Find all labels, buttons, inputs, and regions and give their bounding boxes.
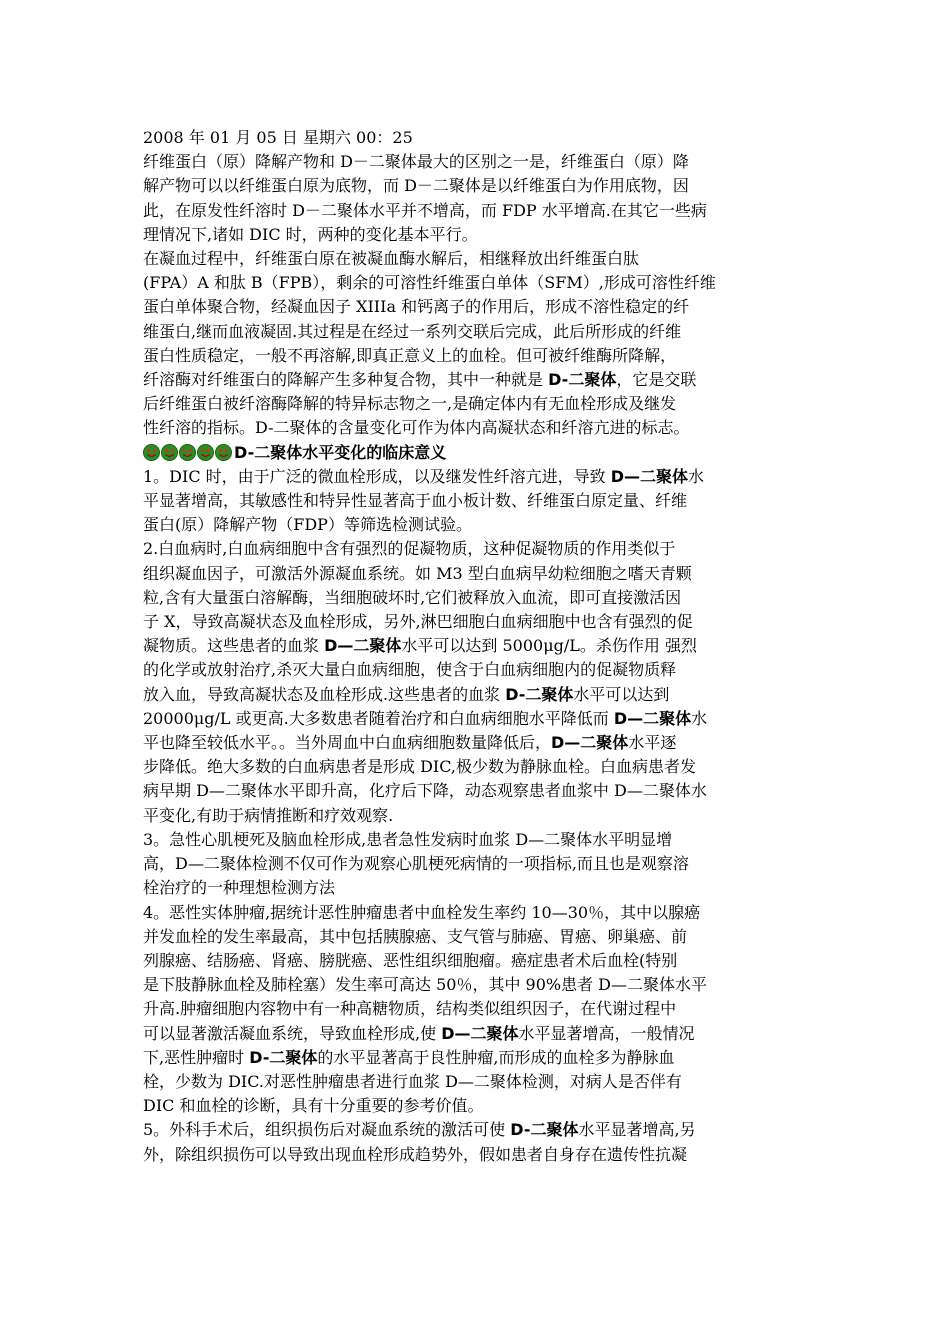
- smiley-icon: [197, 444, 214, 461]
- text-line: 平显著增高，其敏感性和特异性显著高于血小板计数、纤维蛋白原定量、纤维: [143, 491, 688, 511]
- section-3-infarction: [143, 828, 813, 901]
- text-line: 病早期 D—二聚体水平即升高，化疗后下降，动态观察患者血浆中 D—二聚体水: [143, 781, 707, 801]
- text-line: 后纤维蛋白被纤溶酶降解的特异标志物之一,是确定体内有无血栓形成及继发: [143, 394, 677, 414]
- bold-term: D—二聚体: [441, 1023, 519, 1043]
- text-line: 并发血栓的发生率最高，其中包括胰腺癌、支气管与肺癌、胃癌、卵巢癌、前: [143, 926, 688, 946]
- bold-term: D—二聚体: [551, 733, 629, 753]
- smiley-icon: [215, 444, 232, 461]
- document-body: [143, 126, 813, 1167]
- text-line: 步降低。绝大多数的白血病患者是形成 DIC,极少数为静脉血栓。白血病患者发: [143, 757, 696, 777]
- smiley-icon: [179, 444, 196, 461]
- text-line: 蛋白性质稳定，一般不再溶解,即真正意义上的血栓。但可被纤维酶所降解，: [143, 345, 677, 365]
- text-line: 外，除组织损伤可以导致出现血栓形成趋势外，假如患者自身存在遗传性抗凝: [143, 1144, 688, 1164]
- text-line: 组织凝血因子，可激活外源凝血系统。如 M3 型白血病早幼粒细胞之嗜天青颗: [143, 563, 692, 583]
- text-line: 栓，少数为 DIC.对恶性肿瘤患者进行血浆 D—二聚体检测，对病人是否伴有: [143, 1071, 682, 1091]
- text-line: 蛋白(原）降解产物（FDP）等筛选检测试验。: [143, 515, 472, 535]
- text-line: 5。外科手术后，组织损伤后对凝血系统的激活可使 D-二聚体水平显著增高,另: [143, 1120, 696, 1140]
- text-line: 子 X，导致高凝状态及血栓形成，另外,淋巴细胞白血病细胞中也含有强烈的促: [143, 612, 693, 632]
- text-line: 在凝血过程中，纤维蛋白原在被凝血酶水解后，相继释放出纤维蛋白肽: [143, 249, 640, 269]
- text-line: 可以显著激活凝血系统，导致血栓形成,使 D—二聚体水平显著增高，一般情况: [143, 1023, 695, 1043]
- text-line: 粒,含有大量蛋白溶解酶，当细胞破坏时,它们被释放入血流，即可直接激活因: [143, 587, 682, 607]
- date-line: 2008 年 01 月 05 日 星期六 00：25: [143, 128, 413, 147]
- section-5-surgery: [143, 1118, 813, 1166]
- text-line: 1。DIC 时，由于广泛的微血栓形成，以及继发性纤溶亢进，导致 D—二聚体水: [143, 466, 705, 486]
- paragraph-coagulation: [143, 247, 813, 441]
- text-line: 维蛋白,继而血液凝固.其过程是在经过一系列交联后完成，此后所形成的纤维: [143, 321, 682, 341]
- text-line: 平变化,有助于病情推断和疗效观察.: [143, 805, 394, 825]
- text-line: 蛋白单体聚合物，经凝血因子 XIIIa 和钙离子的作用后，形成不溶性稳定的纤: [143, 297, 690, 317]
- section-1-dic: [143, 465, 813, 538]
- text-line: DIC 和血栓的诊断，具有十分重要的参考价值。: [143, 1096, 484, 1116]
- smiley-icon: [143, 444, 160, 461]
- bold-term: D-二聚体: [548, 370, 617, 390]
- text-line: 栓治疗的一种理想检测方法: [143, 878, 336, 898]
- section-4-tumor: [143, 901, 813, 1119]
- text-line: 解产物可以以纤维蛋白原为底物，而 D－二聚体是以纤维蛋白为作用底物，因: [143, 176, 689, 196]
- bold-term: D—二聚体: [613, 708, 692, 728]
- text-line: 纤维蛋白（原）降解产物和 D－二聚体最大的区别之一是，纤维蛋白（原）降: [143, 152, 689, 172]
- section-heading: [143, 441, 813, 465]
- text-line: 2.白血病时,白血病细胞中含有强烈的促凝物质，这种促凝物质的作用类似于: [143, 539, 676, 559]
- text-line: 是下肢静脉血栓及肺栓塞）发生率可高达 50％，其中 90%患者 D—二聚体水平: [143, 975, 708, 995]
- bold-term: D—二聚体: [324, 636, 402, 656]
- text-line: 3。急性心肌梗死及脑血栓形成,患者急性发病时血浆 D—二聚体水平明显增: [143, 829, 673, 849]
- text-line: 凝物质。这些患者的血浆 D—二聚体水平可以达到 5000μg/L。杀伤作用 强烈: [143, 636, 697, 656]
- text-line: 的化学或放射治疗,杀灭大量白血病细胞，使含于白血病细胞内的促凝物质释: [143, 660, 677, 680]
- paragraph-fdp-difference: [143, 150, 813, 247]
- bold-term: D-二聚体: [510, 1120, 579, 1140]
- text-line: (FPA）A 和肽 B（FPB），剩余的可溶性纤维蛋白单体（SFM）,形成可溶性纤维: [143, 273, 716, 293]
- text-line: 纤溶酶对纤维蛋白的降解产生多种复合物，其中一种就是 D-二聚体，它是交联: [143, 370, 697, 390]
- heading-text: D-二聚体水平变化的临床意义: [234, 442, 447, 462]
- text-line: 平也降至较低水平。。当外周血中白血病细胞数量降低后，D—二聚体水平逐: [143, 733, 677, 753]
- text-line: 性纤溶的指标。D-二聚体的含量变化可作为体内高凝状态和纤溶亢进的标志。: [143, 418, 690, 438]
- text-line: 4。恶性实体肿瘤,据统计恶性肿瘤患者中血栓发生率约 10—30％，其中以腺癌: [143, 902, 701, 922]
- text-line: 放入血，导致高凝状态及血栓形成.这些患者的血浆 D-二聚体水平可以达到: [143, 684, 670, 704]
- text-line: 高，D—二聚体检测不仅可作为观察心肌梗死病情的一项指标,而且也是观察溶: [143, 854, 689, 874]
- section-2-leukemia: [143, 537, 813, 827]
- text-line: 20000μg/L 或更高.大多数患者随着治疗和白血病细胞水平降低而 D—二聚体水: [143, 708, 708, 728]
- text-line: 列腺癌、结肠癌、肾癌、膀胱癌、恶性组织细胞瘤。癌症患者术后血栓(特别: [143, 950, 678, 970]
- text-line: 此，在原发性纤溶时 D－二聚体水平并不增高，而 FDP 水平增高.在其它一些病: [143, 200, 707, 220]
- bold-term: D-二聚体: [505, 684, 574, 704]
- smiley-icon: [161, 444, 178, 461]
- bold-term: D-二聚体: [249, 1047, 318, 1067]
- text-line: 升高.肿瘤细胞内容物中有一种高糖物质，结构类似组织因子，在代谢过程中: [143, 999, 677, 1019]
- bold-term: D—二聚体: [610, 466, 689, 486]
- text-line: 理情况下,诸如 DIC 时，两种的变化基本平行。: [143, 224, 478, 244]
- smiley-icon-group: [143, 444, 232, 461]
- text-line: 下,恶性肿瘤时 D-二聚体的水平显著高于良性肿瘤,而形成的血栓多为静脉血: [143, 1047, 675, 1067]
